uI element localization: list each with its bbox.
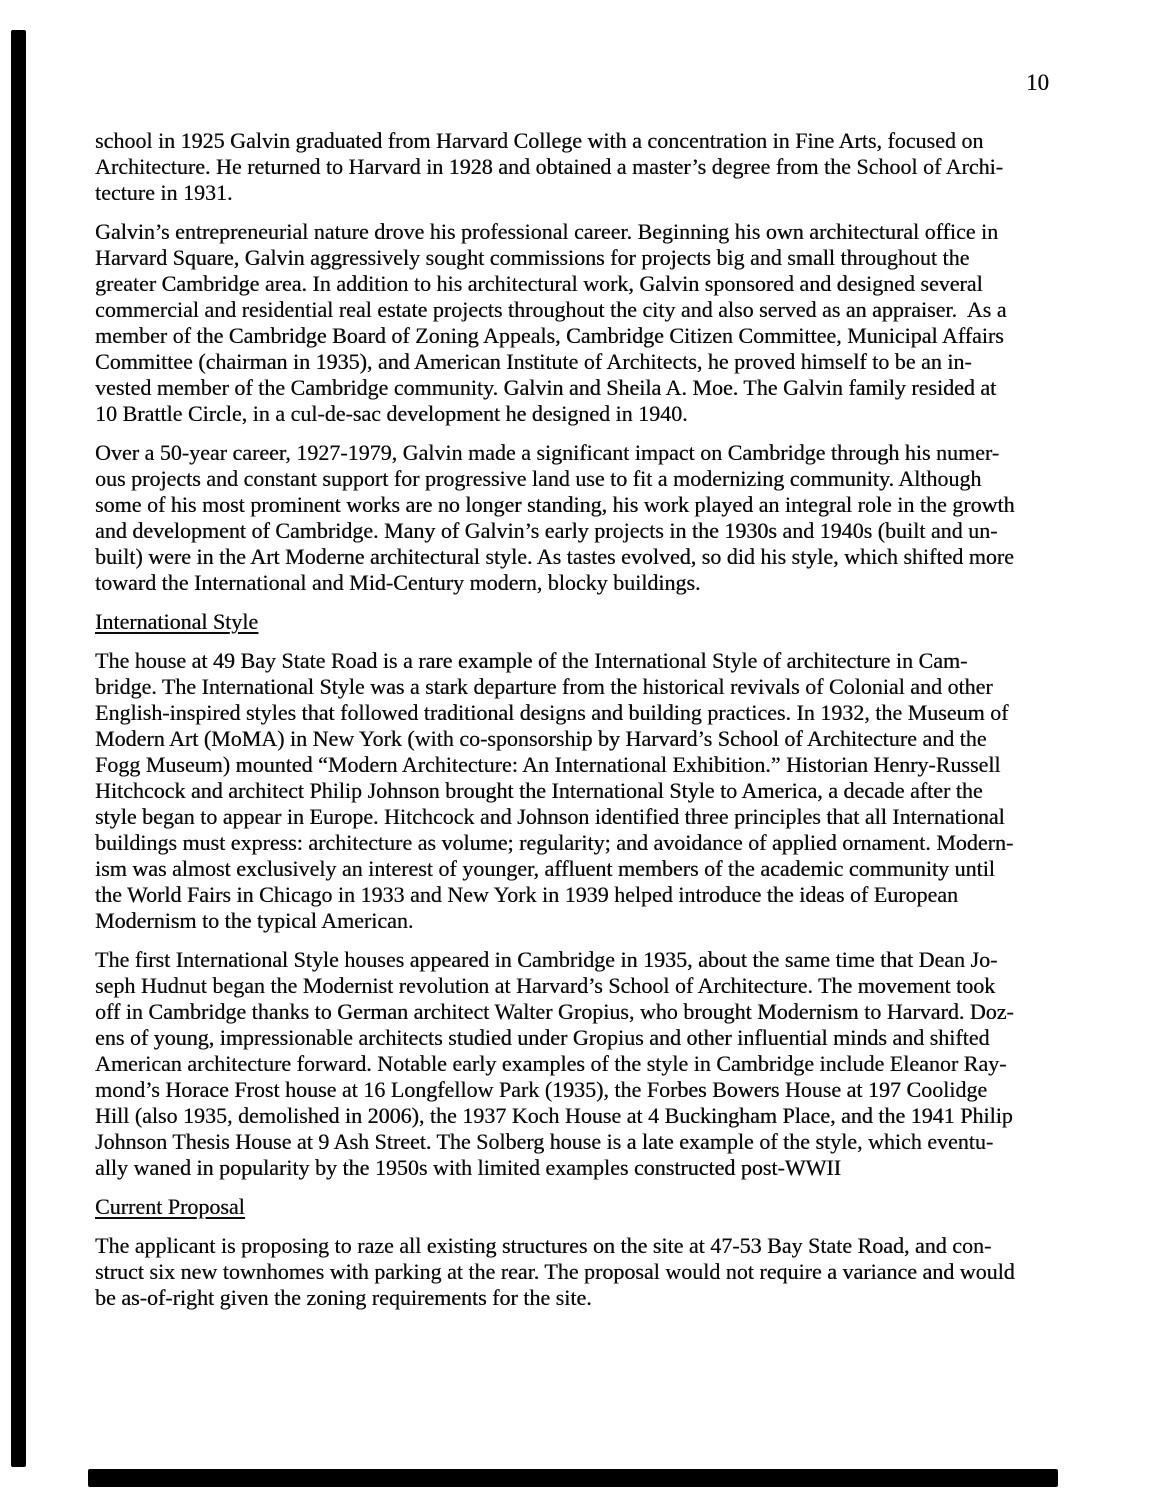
text-line: mond’s Horace Frost house at 16 Longfellow Park (1935), the Forbes Bowers House at 197 Coolidge	[95, 1077, 988, 1102]
document-content	[95, 128, 1080, 1324]
text-line: off in Cambridge thanks to German architect Walter Gropius, who brought Modernism to Harvard. Doz-	[95, 999, 1014, 1024]
text-line: Hitchcock and architect Philip Johnson brought the International Style to America, a decade after the	[95, 778, 983, 803]
text-line: some of his most prominent works are no longer standing, his work played an integral role in the growth	[95, 492, 1015, 517]
text-line: school in 1925 Galvin graduated from Harvard College with a concentration in Fine Arts, focused on	[95, 128, 984, 153]
section-heading	[95, 609, 1080, 635]
text-line: 10 Brattle Circle, in a cul-de-sac development he designed in 1940.	[95, 401, 688, 426]
text-line: buildings must express: architecture as volume; regularity; and avoidance of applied ornament. Modern-	[95, 830, 1014, 855]
scan-artifact-left-bar	[11, 30, 26, 1467]
paragraph	[95, 219, 1080, 427]
text-line: Architecture. He returned to Harvard in 1928 and obtained a master’s degree from the School of Archi-	[95, 154, 1003, 179]
paragraph	[95, 440, 1080, 596]
text-line: Fogg Museum) mounted “Modern Architecture: An International Exhibition.” Historian Henry-Russell	[95, 752, 1001, 777]
page-number: 10	[1026, 70, 1049, 95]
text-line: Harvard Square, Galvin aggressively sought commissions for projects big and small throughout the	[95, 245, 970, 270]
text-line: toward the International and Mid-Century modern, blocky buildings.	[95, 570, 701, 595]
text-line: The house at 49 Bay State Road is a rare example of the International Style of architecture in Cam-	[95, 648, 968, 673]
text-line: the World Fairs in Chicago in 1933 and New York in 1939 helped introduce the ideas of European	[95, 882, 958, 907]
text-line: Hill (also 1935, demolished in 2006), the 1937 Koch House at 4 Buckingham Place, and the 1941 Philip	[95, 1103, 1013, 1128]
text-line: member of the Cambridge Board of Zoning Appeals, Cambridge Citizen Committee, Municipal Affairs	[95, 323, 1004, 348]
text-line: ism was almost exclusively an interest of younger, affluent members of the academic community until	[95, 856, 995, 881]
text-line: Committee (chairman in 1935), and American Institute of Architects, he proved himself to be an in-	[95, 349, 972, 374]
section-heading-text: Current Proposal	[95, 1194, 245, 1219]
text-line: ens of young, impressionable architects studied under Gropius and other influential minds and shifted	[95, 1025, 990, 1050]
text-line: seph Hudnut began the Modernist revolution at Harvard’s School of Architecture. The movement took	[95, 973, 996, 998]
text-line: ous projects and constant support for progressive land use to fit a modernizing community. Although	[95, 466, 982, 491]
paragraph	[95, 128, 1080, 206]
text-line: Modernism to the typical American.	[95, 908, 414, 933]
text-line: Modern Art (MoMA) in New York (with co-sponsorship by Harvard’s School of Architecture and the	[95, 726, 987, 751]
text-line: be as-of-right given the zoning requirements for the site.	[95, 1285, 592, 1310]
text-line: built) were in the Art Moderne architectural style. As tastes evolved, so did his style, which shifted more	[95, 544, 1014, 569]
text-line: The applicant is proposing to raze all existing structures on the site at 47-53 Bay State Road, and con-	[95, 1233, 992, 1258]
text-line: commercial and residential real estate projects throughout the city and also served as an appraiser. As a	[95, 297, 1007, 322]
text-line: English-inspired styles that followed traditional designs and building practices. In 1932, the Museum of	[95, 700, 1009, 725]
text-line: The first International Style houses appeared in Cambridge in 1935, about the same time that Dean Jo-	[95, 947, 998, 972]
text-line: Galvin’s entrepreneurial nature drove his professional career. Beginning his own architectural office in	[95, 219, 999, 244]
text-line: greater Cambridge area. In addition to his architectural work, Galvin sponsored and designed several	[95, 271, 983, 296]
text-line: and development of Cambridge. Many of Galvin’s early projects in the 1930s and 1940s (built and un-	[95, 518, 998, 543]
text-line: struct six new townhomes with parking at the rear. The proposal would not require a variance and would	[95, 1259, 1015, 1284]
section-heading	[95, 1194, 1080, 1220]
text-line: ally waned in popularity by the 1950s with limited examples constructed post-WWII	[95, 1155, 841, 1180]
text-line: Johnson Thesis House at 9 Ash Street. The Solberg house is a late example of the style, which eventu-	[95, 1129, 994, 1154]
text-line: Over a 50-year career, 1927-1979, Galvin made a significant impact on Cambridge through his numer-	[95, 440, 1000, 465]
paragraph	[95, 947, 1080, 1181]
section-heading-text: International Style	[95, 609, 259, 634]
text-line: bridge. The International Style was a stark departure from the historical revivals of Colonial and other	[95, 674, 993, 699]
text-line: American architecture forward. Notable early examples of the style in Cambridge include Eleanor Ray-	[95, 1051, 1007, 1076]
text-line: style began to appear in Europe. Hitchcock and Johnson identified three principles that all International	[95, 804, 1005, 829]
text-line: vested member of the Cambridge community. Galvin and Sheila A. Moe. The Galvin family resided at	[95, 375, 997, 400]
paragraph	[95, 1233, 1080, 1311]
text-line: tecture in 1931.	[95, 180, 233, 205]
scan-artifact-bottom-bar	[88, 1469, 1058, 1487]
paragraph	[95, 648, 1080, 934]
